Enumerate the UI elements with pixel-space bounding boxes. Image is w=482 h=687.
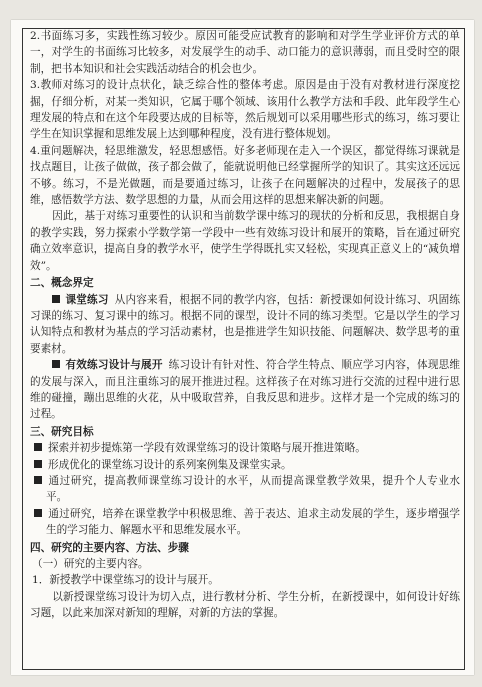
goal-item: 形成优化的课堂练习设计的系列案例集及课堂实录。 bbox=[30, 457, 460, 473]
goal-item: 通过研究，提高教师课堂练习设计的水平，从而提高课堂教学效果，提升个人专业水平。 bbox=[30, 473, 460, 506]
document-page bbox=[11, 20, 474, 675]
content-item-1-text: 以新授课堂练习设计为切入点，进行教材分析、学生分析，在新授课中，如何设计好练习题，以此来加深对新知的理解，对新的方法的掌握。 bbox=[30, 590, 460, 620]
paragraph-intro: 因此，基于对练习重要性的认识和当前数学课中练习的现状的分析和反思，我根据自身的教学实践，努力探索小学数学第一学段中一些有效练习设计和展开的策略，旨在通过研究确立效率意识，提高自身的教学水平，使学生学得既扎实又轻松，实现真正意义上的“减负增效”。 bbox=[30, 210, 460, 272]
paragraph-point-4: 4.重问题解决，轻思维激发，轻思想感悟。好多老师现在走入一个误区，都觉得练习课就是找点题目，让孩子做做，孩子都会做了，能就说明他已经掌握所学的知识了。其实这还远远不够。练习，不是光做题，而是要通过练习，让孩子在问题解决的过程中，发展孩子的思维，感悟数学方法、数学思想的力量，从而会用这样的思想来解决新的问题。 bbox=[30, 144, 460, 207]
square-bullet-icon bbox=[34, 509, 42, 517]
subheading-main-content: （一）研究的主要内容。 bbox=[32, 558, 149, 570]
concept-term: 课堂练习 bbox=[65, 293, 109, 306]
concept-effective-practice bbox=[30, 357, 460, 423]
square-bullet-icon bbox=[52, 360, 60, 368]
square-bullet-icon bbox=[34, 443, 42, 451]
paragraph-point-2: 2.书面练习多，实践性练习较少。原因可能受应试教育的影响和对学生学业评价方式的单一，对学生的书面练习比较多，对发展学生的动手、动口能力的意识薄弱，而且受时空的限制，把书本知识和社会实践活动结合的机会也少。 bbox=[30, 30, 460, 75]
heading-research-content: 四、研究的主要内容、方法、步骤 bbox=[30, 541, 189, 554]
goal-item: 通过研究，培养在课堂教学中积极思维、善于表达、追求主动发展的学生，逐步增强学生的学习能力、解题水平和思维发展水平。 bbox=[30, 506, 460, 539]
square-bullet-icon bbox=[34, 460, 42, 468]
goal-item: 探索并初步提炼第一学段有效课堂练习的设计策略与展开推进策略。 bbox=[30, 440, 460, 456]
concept-classroom-practice bbox=[30, 292, 460, 358]
document-body bbox=[30, 28, 460, 622]
paragraph-point-3: 3.教师对练习的设计点状化，缺乏综合性的整体考虑。原因是由于没有对教材进行深度挖掘，仔细分析，对某一类知识，它属于哪个领域、该用什么教学方法和手段、此年段学生心理发展的特点和在这个年段要达成的目标等，然后规划可以采用哪些形式的练习，练习要让学生在知识掌握和思维发展上达到哪种程度，没有进行整体规划。 bbox=[30, 79, 460, 141]
content-item-1: 1．新授教学中课堂练习的设计与展开。 bbox=[32, 574, 219, 587]
heading-goals: 三、研究目标 bbox=[30, 425, 94, 438]
heading-concepts: 二、概念界定 bbox=[30, 277, 94, 290]
concept-definition: 练习设计有针对性、符合学生特点、顺应学习内容，体现思维的发展与深入，而且注重练习的展开推进过程。这样孩子在对练习进行交流的过程中进行思维的碰撞，蹦出思维的火花，从中吸取营养，自我反思和进步。这样才是一个完成的练习的过程。 bbox=[30, 359, 461, 421]
concept-definition: 从内容来看，根据不同的教学内容，包括：新授课如何设计练习、巩固练习课的练习、复习课中的练习。根据不同的课型，设计不同的练习类型。它是以学生的学习认知特点和教材为基点的学习活动素材，也是推进学生知识技能、问题解决、数学思考的重要素材。 bbox=[30, 293, 461, 355]
square-bullet-icon bbox=[52, 295, 60, 303]
square-bullet-icon bbox=[34, 476, 42, 484]
concept-term: 有效练习设计与展开 bbox=[65, 359, 163, 372]
